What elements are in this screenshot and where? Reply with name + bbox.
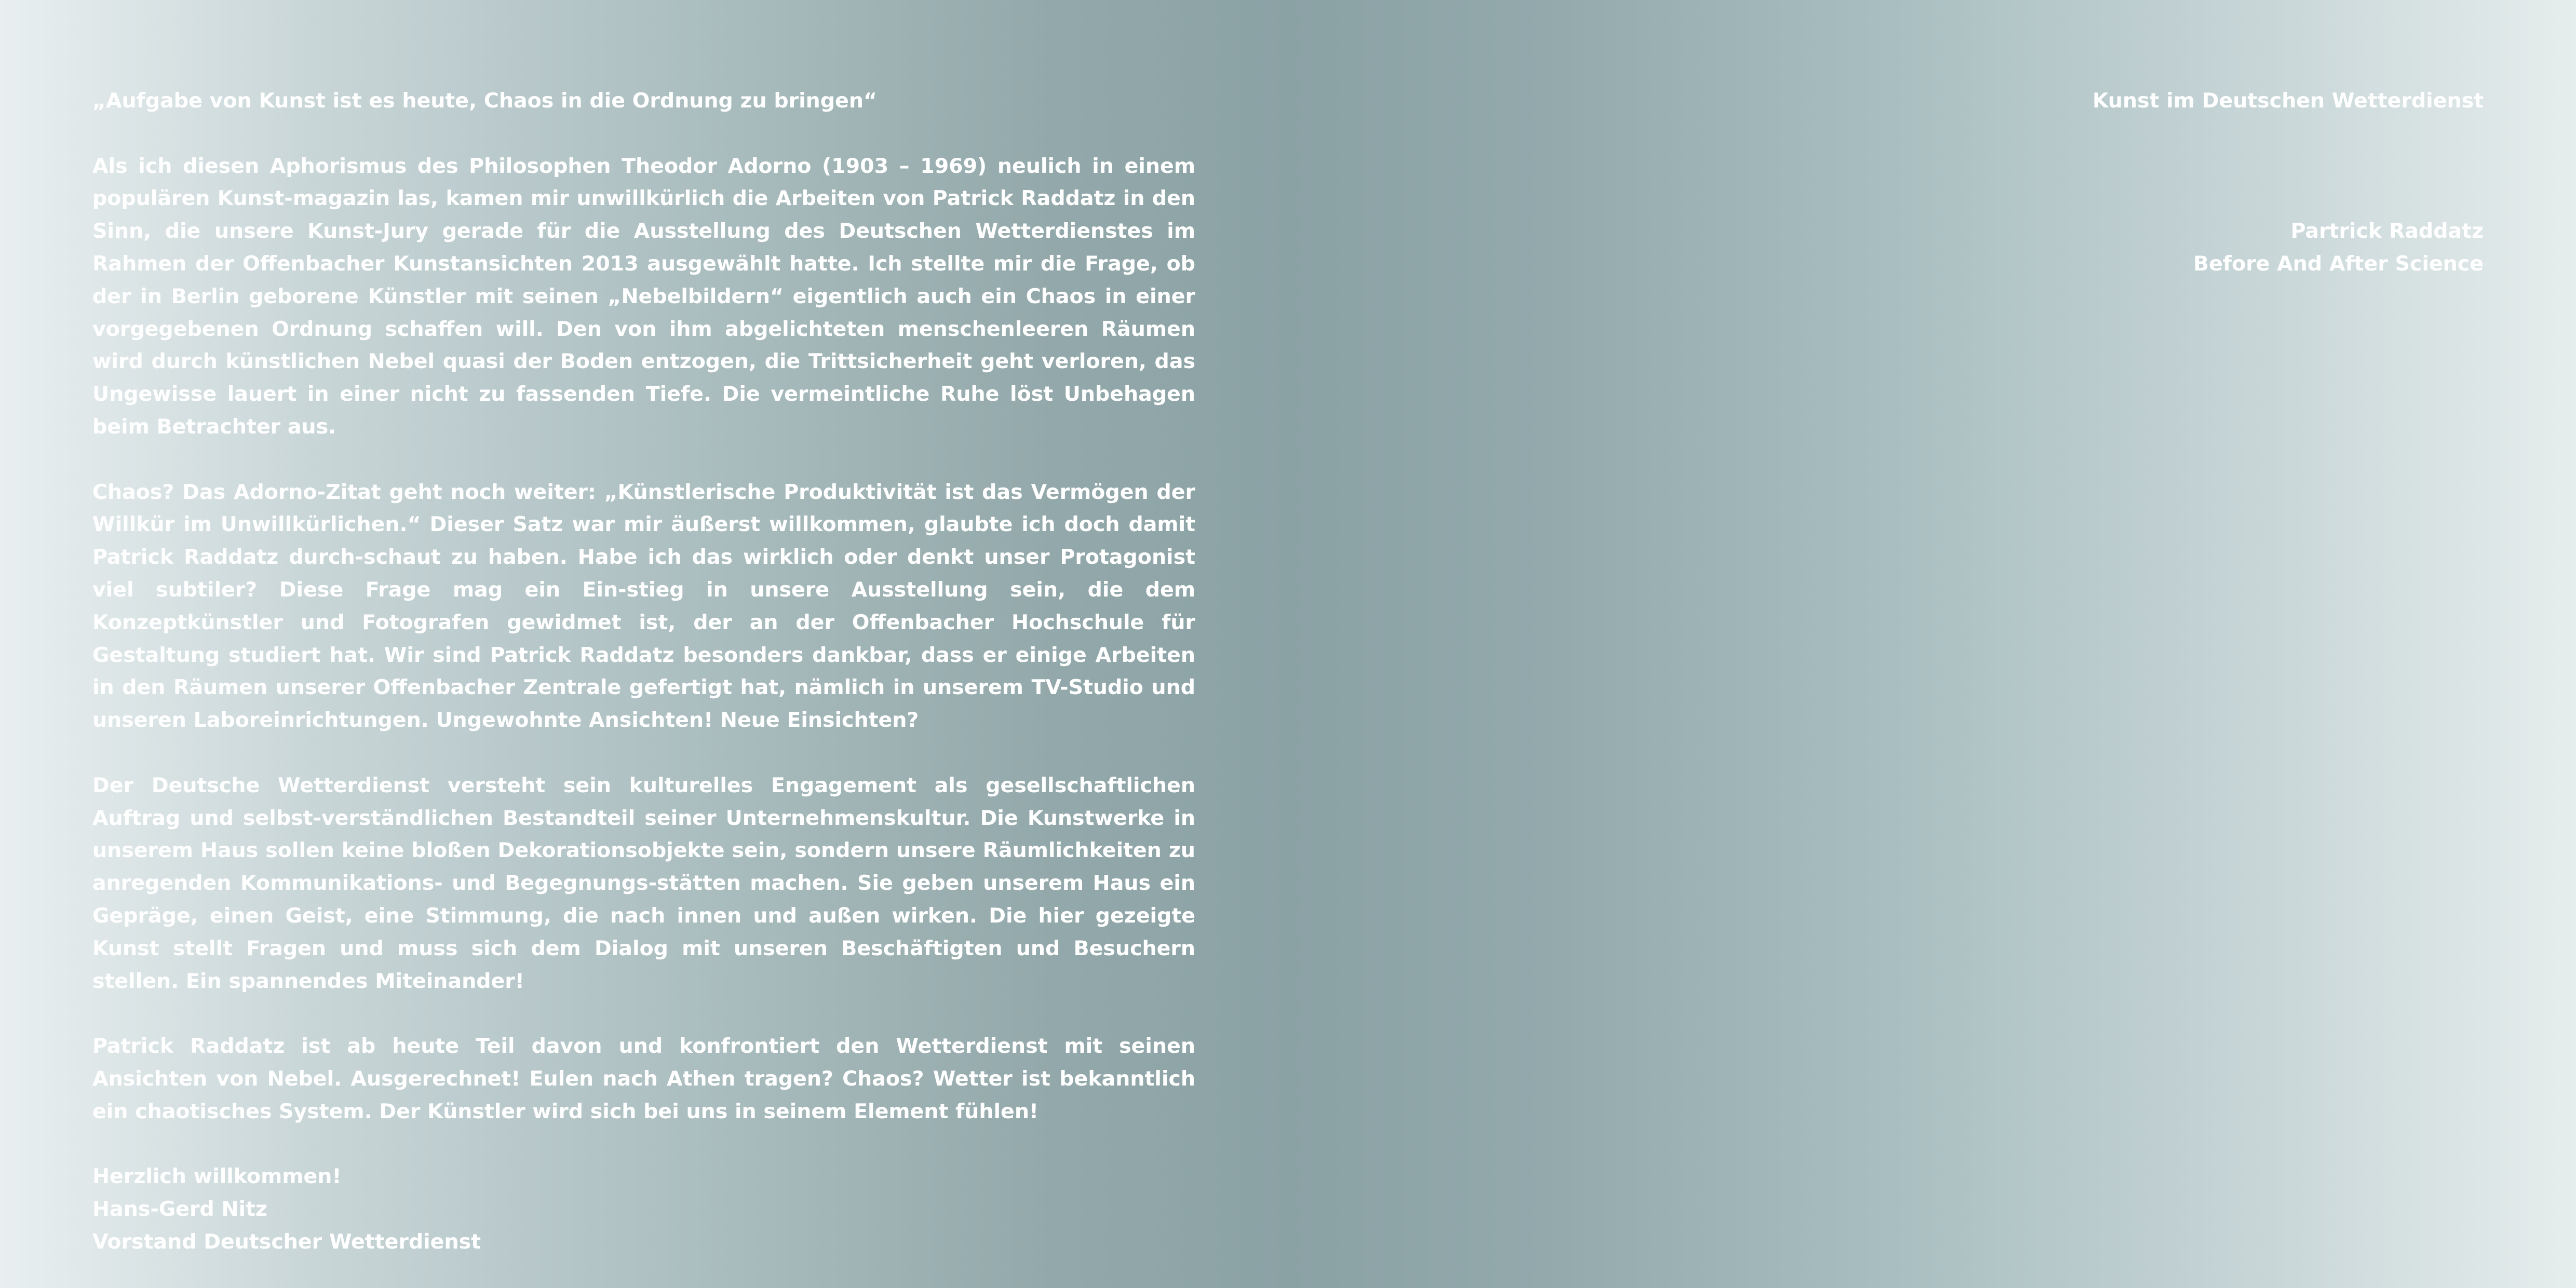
body-paragraph-2: Chaos? Das Adorno-Zitat geht noch weiter: „Künstlerische Produktivität ist das Vermögen der Willkür im Unwillkürlichen.“ Dieser Satz war mir äußerst willkommen, glaubte ich doch damit Patrick Raddatz durch-schaut zu haben. Habe ich das wirklich oder denkt unser Protagonist viel subtiler? Diese Frage mag ein Ein-stieg in unsere Ausstellung sein, die dem Konzeptkünstler und Fotografen gewidmet ist, der an der Offenbacher Hochschule für Gestaltung studiert hat. Wir sind Patrick Raddatz besonders dankbar, dass er einige Arbeiten in den Räumen unserer Offenbacher Zentrale gefertigt hat, nämlich in unserem TV-Studio und unseren Laboreinrichtungen. Ungewohnte Ansichten! Neue Einsichten? [92,480,1195,733]
closing-block [92,1160,1195,1258]
title-spacer [2093,117,2484,215]
signatory-role: Vorstand Deutscher Wetterdienst [92,1229,481,1254]
foreword-column [92,85,1195,1258]
body-paragraph-4: Patrick Raddatz ist ab heute Teil davon und konfrontiert den Wetterdienst mit seinen Ansichten von Nebel. Ausgerechnet! Eulen nach Athen tragen? Chaos? Wetter ist bekanntlich ein chaotisches System. Der Künstler wird sich bei uns in seinem Element fühlen! [92,1034,1195,1123]
body-paragraph-1: Als ich diesen Aphorismus des Philosophen Theodor Adorno (1903 – 1969) neulich in einem populären Kunst-magazin las, kamen mir unwillkürlich die Arbeiten von Patrick Raddatz in den Sinn, die unsere Kunst-Jury gerade für die Ausstellung des Deutschen Wetterdienstes im Rahmen der Offenbacher Kunstansichten 2013 ausgewählt hatte. Ich stellte mir die Frage, ob der in Berlin geborene Künstler mit seinen „Nebelbildern“ eigentlich auch ein Chaos in einer vorgegebenen Ordnung schaffen will. Den von ihm abgelichteten menschenleeren Räumen wird durch künstlichen Nebel quasi der Boden entzogen, die Trittsicherheit geht verloren, das Ungewisse lauert in einer nicht zu fassenden Tiefe. Die vermeintliche Ruhe löst Unbehagen beim Betrachter aus. [92,154,1195,439]
paragraph-gap [92,737,1195,769]
series-heading: Kunst im Deutschen Wetterdienst [2092,89,2484,113]
closing-greeting: Herzlich willkommen! [92,1164,342,1189]
paragraph-gap [92,1128,1195,1161]
artist-name: Partrick Raddatz [2290,219,2484,243]
title-column [2093,85,2484,280]
paragraph-gap [92,443,1195,476]
exhibition-title: Before And After Science [2193,251,2484,276]
body-paragraph-3: Der Deutsche Wetterdienst versteht sein kulturelles Engagement als gesellschaftlichen Auftrag und selbst-verständlichen Bestandteil seiner Unternehmenskultur. Die Kunstwerke in unserem Haus sollen keine bloßen Dekorationsobjekte sein, sondern unsere Räumlichkeiten zu anregenden Kommunikations- und Begegnungs-stätten machen. Sie geben unserem Haus ein Gepräge, einen Geist, eine Stimmung, die nach innen und außen wirken. Die hier gezeigte Kunst stellt Fragen und muss sich dem Dialog mit unseren Beschäftigten und Besuchern stellen. Ein spannendes Miteinander! [92,773,1195,993]
adorno-quote: „Aufgabe von Kunst ist es heute, Chaos in die Ordnung zu bringen“ [92,89,877,113]
paragraph-gap [92,117,1195,150]
paragraph-gap [92,997,1195,1030]
signatory-name: Hans-Gerd Nitz [92,1197,267,1222]
